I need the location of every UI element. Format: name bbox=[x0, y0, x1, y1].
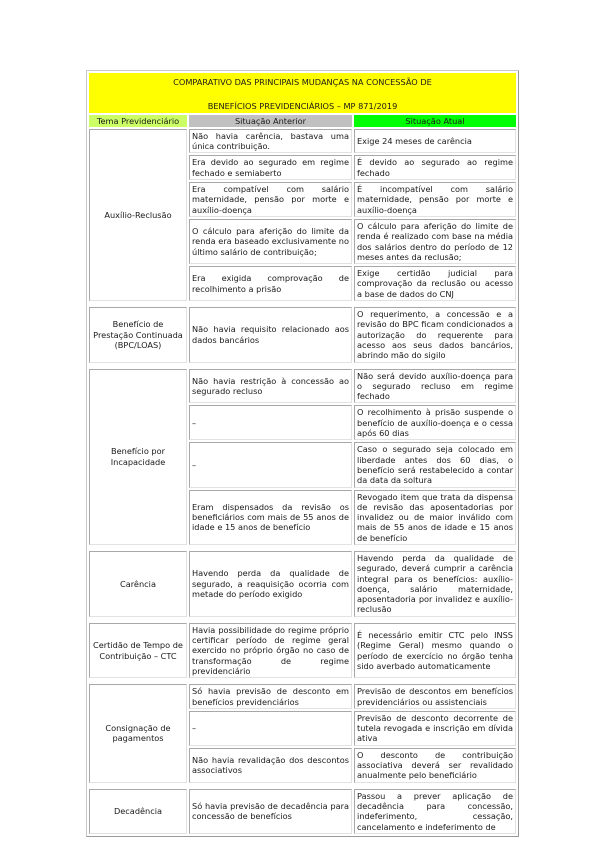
current-cell: Previsão de descontos em benefícios previdenciários ou assistenciais bbox=[354, 684, 516, 709]
current-cell: O desconto de contribuição associativa deverá ser revalidado anualmente pelo beneficiário bbox=[354, 748, 516, 783]
current-cell: Não será devido auxílio-doença para o segurado recluso em regime fechado bbox=[354, 369, 516, 404]
table-row bbox=[89, 623, 516, 678]
current-cell: Revogado item que trata da dispensa de revisão das aposentadorias por invalidez ou de maior inválido com mais de 55 anos de idade e 15 anos de benefício bbox=[354, 490, 516, 545]
section-separator bbox=[89, 547, 516, 549]
current-cell: É necessário emitir CTC pelo INSS (Regime Geral) mesmo quando o período de exercício no órgão tenha sido averbado automaticamente bbox=[354, 623, 516, 678]
section-separator bbox=[89, 619, 516, 621]
previous-cell: Era compatível com salário maternidade, pensão por morte e auxílio-doença bbox=[189, 182, 352, 217]
current-cell: O requerimento, a concessão e a revisão do BPC ficam condicionados a autorização do requerente para acesso aos seus dados bancários, abrindo mão do sigilo bbox=[354, 307, 516, 362]
previous-cell: – bbox=[189, 442, 352, 487]
theme-cell: Decadência bbox=[89, 789, 187, 834]
theme-cell: Benefício de Prestação Continuada (BPC/LOAS) bbox=[89, 307, 187, 362]
previous-cell: Só havia previsão de desconto em benefícios previdenciários bbox=[189, 684, 352, 709]
previous-cell: Não havia carência, bastava uma única contribuição. bbox=[189, 129, 352, 154]
theme-cell: Auxílio-Reclusão bbox=[89, 129, 187, 301]
current-cell: É incompatível com salário maternidade, pensão por morte e auxílio-doença bbox=[354, 182, 516, 217]
previous-cell: Não havia restrição à concessão ao segurado recluso bbox=[189, 369, 352, 404]
theme-cell: Benefício por Incapacidade bbox=[89, 369, 187, 545]
previous-cell: – bbox=[189, 711, 352, 746]
current-cell: Exige certidão judicial para comprovação da reclusão ou acesso a base de dados do CNJ bbox=[354, 266, 516, 301]
table-row bbox=[89, 684, 516, 709]
previous-cell: Não havia requisito relacionado aos dados bancários bbox=[189, 307, 352, 362]
table-row bbox=[89, 129, 516, 154]
header-previous: Situação Anterior bbox=[189, 115, 352, 127]
document-page bbox=[86, 70, 519, 837]
comparison-table bbox=[86, 70, 519, 837]
theme-cell: Consignação de pagamentos bbox=[89, 684, 187, 782]
previous-cell: Não havia revalidação dos descontos associativos bbox=[189, 748, 352, 783]
current-cell: Exige 24 meses de carência bbox=[354, 129, 516, 154]
theme-cell: Certidão de Tempo de Contribuição – CTC bbox=[89, 623, 187, 678]
current-cell: O cálculo para aferição do limite de renda é realizado com base na média dos salários dentro do período de 12 meses antes da reclusão; bbox=[354, 219, 516, 264]
table-row bbox=[89, 307, 516, 362]
title-line-1: COMPARATIVO DAS PRINCIPAIS MUDANÇAS NA CONCESSÃO DE bbox=[173, 77, 432, 87]
previous-cell: Havendo perda da qualidade de segurado, a reaquisição ocorria com metade do período exigido bbox=[189, 551, 352, 617]
section-separator bbox=[89, 785, 516, 787]
current-cell: O recolhimento à prisão suspende o benefício de auxílio-doença e o cessa após 60 dias bbox=[354, 405, 516, 440]
title-row bbox=[89, 73, 516, 113]
previous-cell: Eram dispensados da revisão os beneficiários com mais de 55 anos de idade e 15 anos de benefício bbox=[189, 490, 352, 545]
previous-cell: Era devido ao segurado em regime fechado e semiaberto bbox=[189, 155, 352, 180]
section-separator bbox=[89, 365, 516, 367]
previous-cell: – bbox=[189, 405, 352, 440]
current-cell: Caso o segurado seja colocado em liberdade antes dos 60 dias, o benefício será restabelecido a contar da data da soltura bbox=[354, 442, 516, 487]
table-title bbox=[89, 73, 516, 113]
header-current: Situação Atual bbox=[354, 115, 516, 127]
previous-cell: O cálculo para aferição do limite da renda era baseado exclusivamente no último salário de contribuição; bbox=[189, 219, 352, 264]
current-cell: Passou a prever aplicação de decadência para concessão, indeferimento, cessação, cancelamento e indeferimento de bbox=[354, 789, 516, 834]
table-row bbox=[89, 789, 516, 834]
header-theme: Tema Previdenciário bbox=[89, 115, 187, 127]
current-cell: Previsão de desconto decorrente de tutela revogada e inscrição em dívida ativa bbox=[354, 711, 516, 746]
current-cell: Havendo perda da qualidade de segurado, deverá cumprir a carência integral para os benefícios: auxílio-doença, salário maternidade, aposentadoria por invalidez e auxílio-reclusão bbox=[354, 551, 516, 617]
title-line-2: BENEFÍCIOS PREVIDENCIÁRIOS – MP 871/2019 bbox=[207, 101, 398, 112]
section-separator bbox=[89, 680, 516, 682]
current-cell: É devido ao segurado ao regime fechado bbox=[354, 155, 516, 180]
table-row bbox=[89, 369, 516, 404]
previous-cell: Só havia previsão de decadência para concessão de benefícios bbox=[189, 789, 352, 834]
section-separator bbox=[89, 303, 516, 305]
previous-cell: Era exigida comprovação de recolhimento a prisão bbox=[189, 266, 352, 301]
previous-cell: Havia possibilidade do regime próprio certificar período de regime geral exercido no próprio órgão no caso de transformação de regime previdenciário bbox=[189, 623, 352, 678]
table-row bbox=[89, 551, 516, 617]
theme-cell: Carência bbox=[89, 551, 187, 617]
header-row bbox=[89, 115, 516, 127]
